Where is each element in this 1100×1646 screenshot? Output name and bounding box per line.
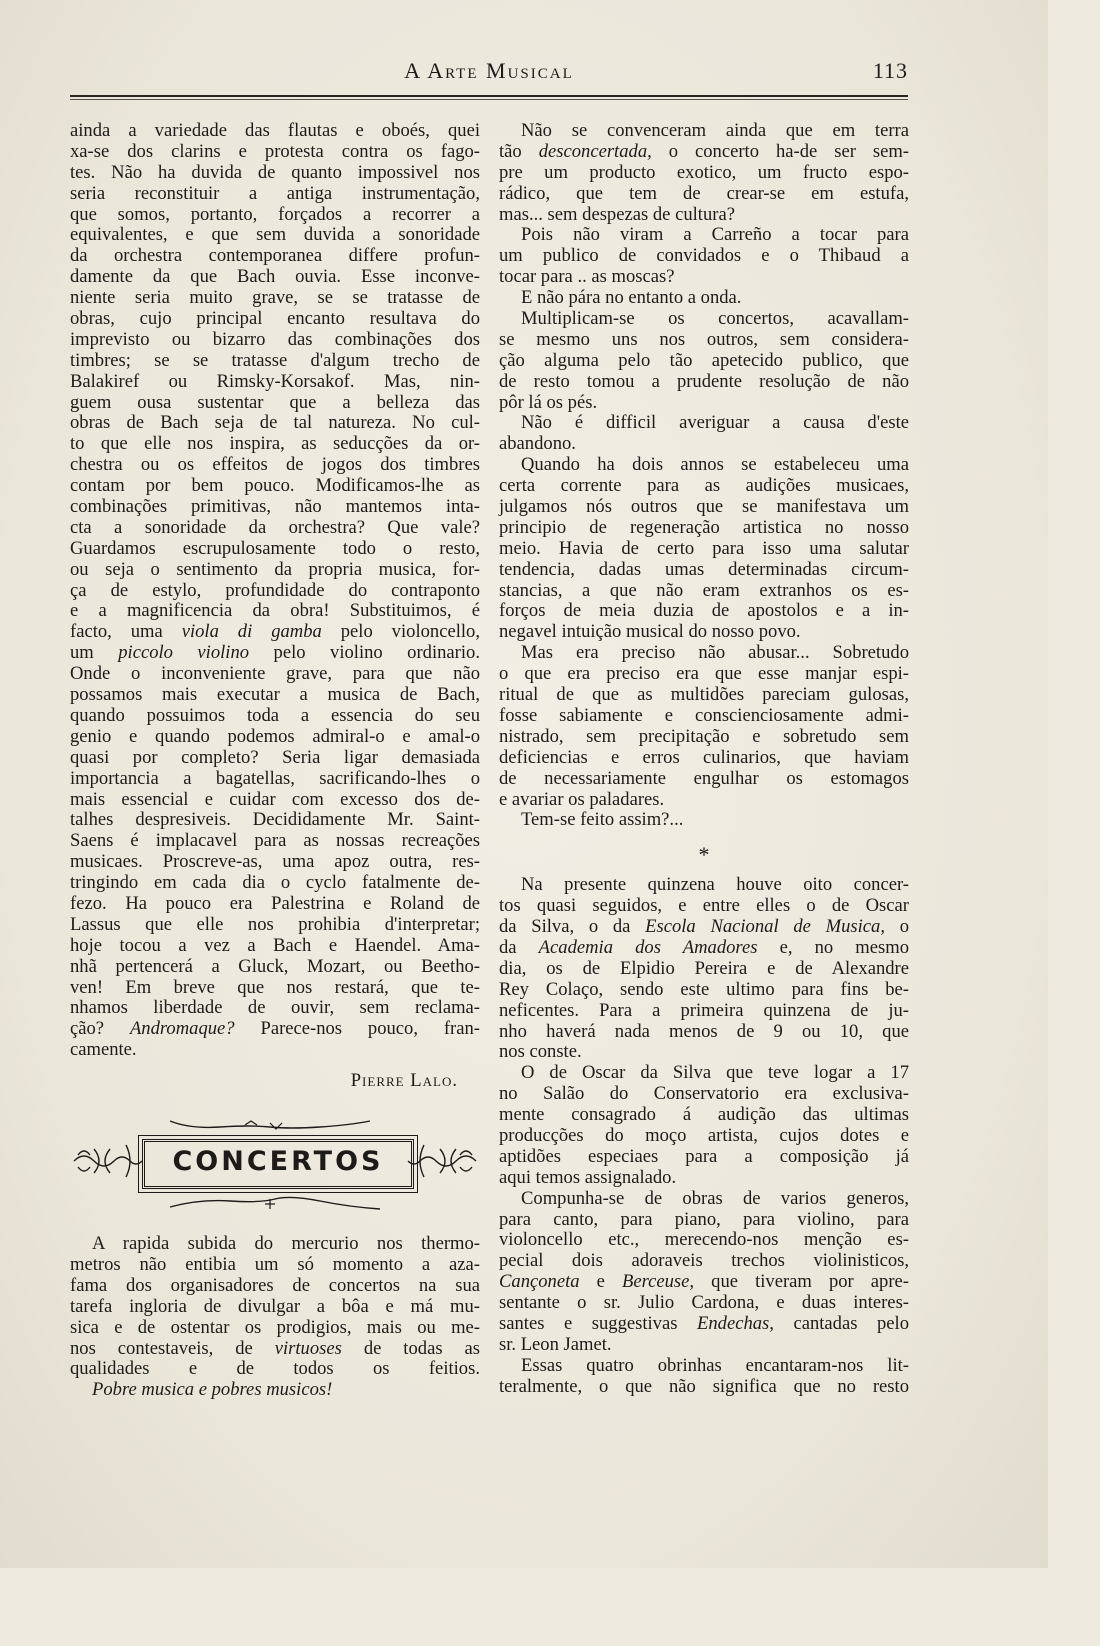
text-line: Não é difficil averiguar a causa d'este <box>521 412 909 434</box>
text-line: Balakiref ou Rimsky-Korsakof. Mas, nin- <box>70 370 480 392</box>
text-line: to que elle nos inspira, as seducções da or- <box>70 433 480 455</box>
text-line: possamos mais executar a musica de Bach, <box>70 684 480 706</box>
text-line: genio e quando podemos admiral-o e amal-o <box>70 725 480 747</box>
author-signature: Pierre Lalo. <box>350 1070 458 1092</box>
text-line: stancias, a que não eram extranhos os es- <box>499 579 909 601</box>
text-line: ção? Andromaque? Parece-nos pouco, fran- <box>70 1018 480 1040</box>
text-line: Quando ha dois annos se estabeleceu uma <box>521 454 909 476</box>
text-line: certa corrente para as audições musicaes, <box>499 475 909 497</box>
text-line: da orchestra contemporanea differe profun- <box>70 245 480 267</box>
text-line: Rey Colaço, sendo este ultimo para fins be- <box>499 978 909 1000</box>
page-header <box>70 58 908 88</box>
text-line: um piccolo violino pelo violino ordinario. <box>70 642 480 664</box>
text-line: o que era preciso era que esse manjar espi- <box>499 663 909 685</box>
text-line: rádico, que tem de crear-se em estufa, <box>499 182 909 204</box>
text-line: negavel intuição musical do nosso povo. <box>499 621 801 643</box>
text-line: tarefa ingloria de divulgar a bôa e má mu- <box>70 1295 480 1317</box>
text-line: dia, os de Elpidio Pereira e de Alexandre <box>499 957 909 979</box>
text-line: ven! Em breve que nos restará, que te- <box>70 976 480 998</box>
header-rule <box>70 95 908 97</box>
text-line: mais essencial e cuidar com excesso dos de- <box>70 788 480 810</box>
text-line: e a magnificencia da obra! Substituimos, é <box>70 600 480 622</box>
text-line: Na presente quinzena houve oito concer- <box>521 874 909 896</box>
text-line: pôr lá os pés. <box>499 391 598 413</box>
text-line: E não pára no entanto a onda. <box>521 287 742 309</box>
text-line: guem ousa sustentar que a belleza das <box>70 391 480 413</box>
text-line: meio. Havia de certo para isso uma salutar <box>499 537 909 559</box>
text-line: musicaes. Proscreve-as, uma apoz outra, res- <box>70 851 480 873</box>
text-line: imprevisto ou bizarro das combinações dos <box>70 328 480 350</box>
left-column-text-after <box>70 1234 480 1401</box>
text-line: combinações primitivas, não mantemos inta- <box>70 496 480 518</box>
text-line: de necessariamente engulhar os estomagos <box>499 767 909 789</box>
text-line: quando possuimos toda a essencia do seu <box>70 704 480 726</box>
spacer <box>70 1220 480 1234</box>
text-line: ritual de que as multidões pareciam gulosas, <box>499 684 909 706</box>
text-line: Multiplicam-se os concertos, acavallam- <box>521 308 909 330</box>
text-line: Saens é implacavel para as nossas recreações <box>70 830 480 852</box>
text-line: Cançoneta e Berceuse, que tiveram por apre- <box>499 1271 909 1293</box>
text-line: chestra ou os effeitos de jogos dos timbres <box>70 454 480 476</box>
left-column-text <box>70 121 480 1061</box>
text-line: nho haverá nada menos de 9 ou 10, que <box>499 1020 909 1042</box>
text-line: metros não entibia um só momento a aza- <box>70 1253 480 1275</box>
text-line: Lassus que elle nos prohibia d'interpretar; <box>70 913 480 935</box>
text-line: facto, uma viola di gamba pelo violoncello, <box>70 621 480 643</box>
text-line: Tem-se feito assim?... <box>521 809 684 831</box>
text-line: seria reconstituir a antiga instrumentação, <box>70 182 480 204</box>
text-line: e avariar os paladares. <box>499 788 665 810</box>
concertos-section-banner <box>70 1115 480 1220</box>
running-title: A Arte Musical <box>404 58 574 83</box>
text-line: nhamos liberdade de ouvir, sem reclama- <box>70 997 480 1019</box>
text-line: Pois não viram a Carreño a tocar para <box>521 224 909 246</box>
text-line: aqui temos assignalado. <box>499 1166 677 1188</box>
text-line: pecial dois adoraveis trechos violinisticos, <box>499 1250 909 1272</box>
text-line: no Salão do Conservatorio era exclusiva- <box>499 1083 909 1105</box>
text-line: sica e de ostentar os prodigios, mais ou me- <box>70 1316 480 1338</box>
text-line: xa-se dos clarins e protesta contra os fago- <box>70 140 480 162</box>
left-column <box>70 121 480 1401</box>
text-line: Não se convenceram ainda que em terra <box>521 120 909 141</box>
text-line: equivalentes, e que sem duvida a sonoridade <box>70 224 480 246</box>
text-line: damente da que Bach ouvia. Esse inconve- <box>70 266 480 288</box>
text-line: julgamos nós outros que se manifestava um <box>499 496 909 518</box>
text-line: santes e suggestivas Endechas, cantadas pelo <box>499 1312 909 1334</box>
text-line: camente. <box>70 1039 137 1061</box>
text-line: mente consagrado á audição das ultimas <box>499 1104 909 1126</box>
text-line: fezo. Ha pouco era Palestrina e Roland de <box>70 892 480 914</box>
text-line: fama dos organisadores de concertos na sua <box>70 1274 480 1296</box>
text-line: tos quasi seguidos, e entre elles o de Oscar <box>499 895 909 917</box>
right-column-text <box>499 121 909 831</box>
text-line: abandono. <box>499 433 576 455</box>
text-line: quasi por completo? Seria ligar demasiada <box>70 746 480 768</box>
text-line: ção alguma pelo tão apetecido publico, que <box>499 349 909 371</box>
text-line: nistrado, sem precipitação e sobretudo sem <box>499 725 909 747</box>
text-line: sentante o sr. Julio Cardona, e duas interes- <box>499 1292 909 1314</box>
text-line: fosse sabiamente e conscienciosamente admi- <box>499 704 909 726</box>
text-line: ainda a variedade das flautas e oboés, quei <box>70 120 480 141</box>
text-line: nos contestaveis, de virtuoses de todas as <box>70 1337 480 1359</box>
text-line: Mas era preciso não abusar... Sobretudo <box>521 642 909 664</box>
text-line: A rapida subida do mercurio nos thermo- <box>92 1233 480 1255</box>
text-line: tes. Não ha duvida de quanto impossivel nos <box>70 161 480 183</box>
text-line: um publico de convidados e o Thibaud a <box>499 245 909 267</box>
text-line: pre um producto exotico, um fructo espo- <box>499 161 909 183</box>
right-column-text-after <box>499 875 909 1397</box>
text-line: Onde o inconveniente grave, para que não <box>70 663 480 685</box>
text-line: para canto, para piano, para violino, para <box>499 1208 909 1230</box>
text-line: producções do moço artista, cujos dotes e <box>499 1124 909 1146</box>
text-line: tendencia, dadas umas determinadas circum- <box>499 558 909 580</box>
text-line: aptidões especiaes para a composição já <box>499 1145 909 1167</box>
text-line: talhes despresiveis. Decididamente Mr. Saint- <box>70 809 480 831</box>
page-number: 113 <box>872 58 908 83</box>
text-line: Compunha-se de obras de varios generos, <box>521 1187 909 1209</box>
header-rule-thin <box>70 99 908 100</box>
text-line: da Silva, o da Escola Nacional de Musica, o <box>499 916 909 938</box>
text-line: ou seja o sentimento da propria musica, for- <box>70 558 480 580</box>
text-line: tão desconcertada, o concerto ha-de ser sem- <box>499 140 909 162</box>
section-separator-asterisk: * <box>698 842 710 868</box>
text-line: contam por bem pouco. Modificamos-lhe as <box>70 475 480 497</box>
text-line: timbres; se se tratasse d'algum trecho de <box>70 349 480 371</box>
text-line: violoncello etc., merecendo-nos menção es- <box>499 1229 909 1251</box>
text-line: hoje tocou a vez a Bach e Haendel. Ama- <box>70 934 480 956</box>
text-line: tringindo em cada dia o cyclo fatalmente de- <box>70 872 480 894</box>
section-title: CONCERTOS <box>172 1146 384 1178</box>
text-line: Pobre musica e pobres musicos! <box>92 1379 333 1401</box>
text-line: principio de regeneração artistica no nosso <box>499 516 909 538</box>
text-line: deficiencias e erros culinarios, que haviam <box>499 746 909 768</box>
text-line: O de Oscar da Silva que teve logar a 17 <box>521 1062 909 1084</box>
text-line: de resto tomou a prudente resolução de não <box>499 370 909 392</box>
text-line: nhã pertencerá a Gluck, Mozart, ou Beetho- <box>70 955 480 977</box>
text-line: se mesmo uns nos outros, sem considera- <box>499 328 909 350</box>
text-line: obras, cujo principal encanto resultava do <box>70 308 480 330</box>
text-line: forços de meia duzia de apostolos e a in- <box>499 600 909 622</box>
text-line: que somos, portanto, forçados a recorrer a <box>70 203 480 225</box>
text-line: Essas quatro obrinhas encantaram-nos lit- <box>521 1354 909 1376</box>
text-line: sr. Leon Jamet. <box>499 1333 612 1355</box>
text-line: mas... sem despezas de cultura? <box>499 203 735 225</box>
text-line: cta a sonoridade da orchestra? Que vale? <box>70 516 480 538</box>
text-line: tocar para .. as moscas? <box>499 266 675 288</box>
text-line: nos conste. <box>499 1041 582 1063</box>
text-line: obras de Bach seja de tal natureza. No cul- <box>70 412 480 434</box>
text-line: da Academia dos Amadores e, no mesmo <box>499 936 909 958</box>
text-line: neficentes. Para a primeira quinzena de ju- <box>499 999 909 1021</box>
text-line: teralmente, o que não significa que no resto <box>499 1375 909 1397</box>
text-line: qualidades e de todos os feitios. <box>70 1358 480 1380</box>
text-line: importancia a bagatellas, sacrificando-lhes o <box>70 767 480 789</box>
text-line: Guardamos escrupulosamente todo o resto, <box>70 537 480 559</box>
text-line: ça de estylo, profundidade do contraponto <box>70 579 480 601</box>
text-line: niente seria muito grave, se se tratasse de <box>70 287 480 309</box>
right-column <box>499 121 909 1398</box>
